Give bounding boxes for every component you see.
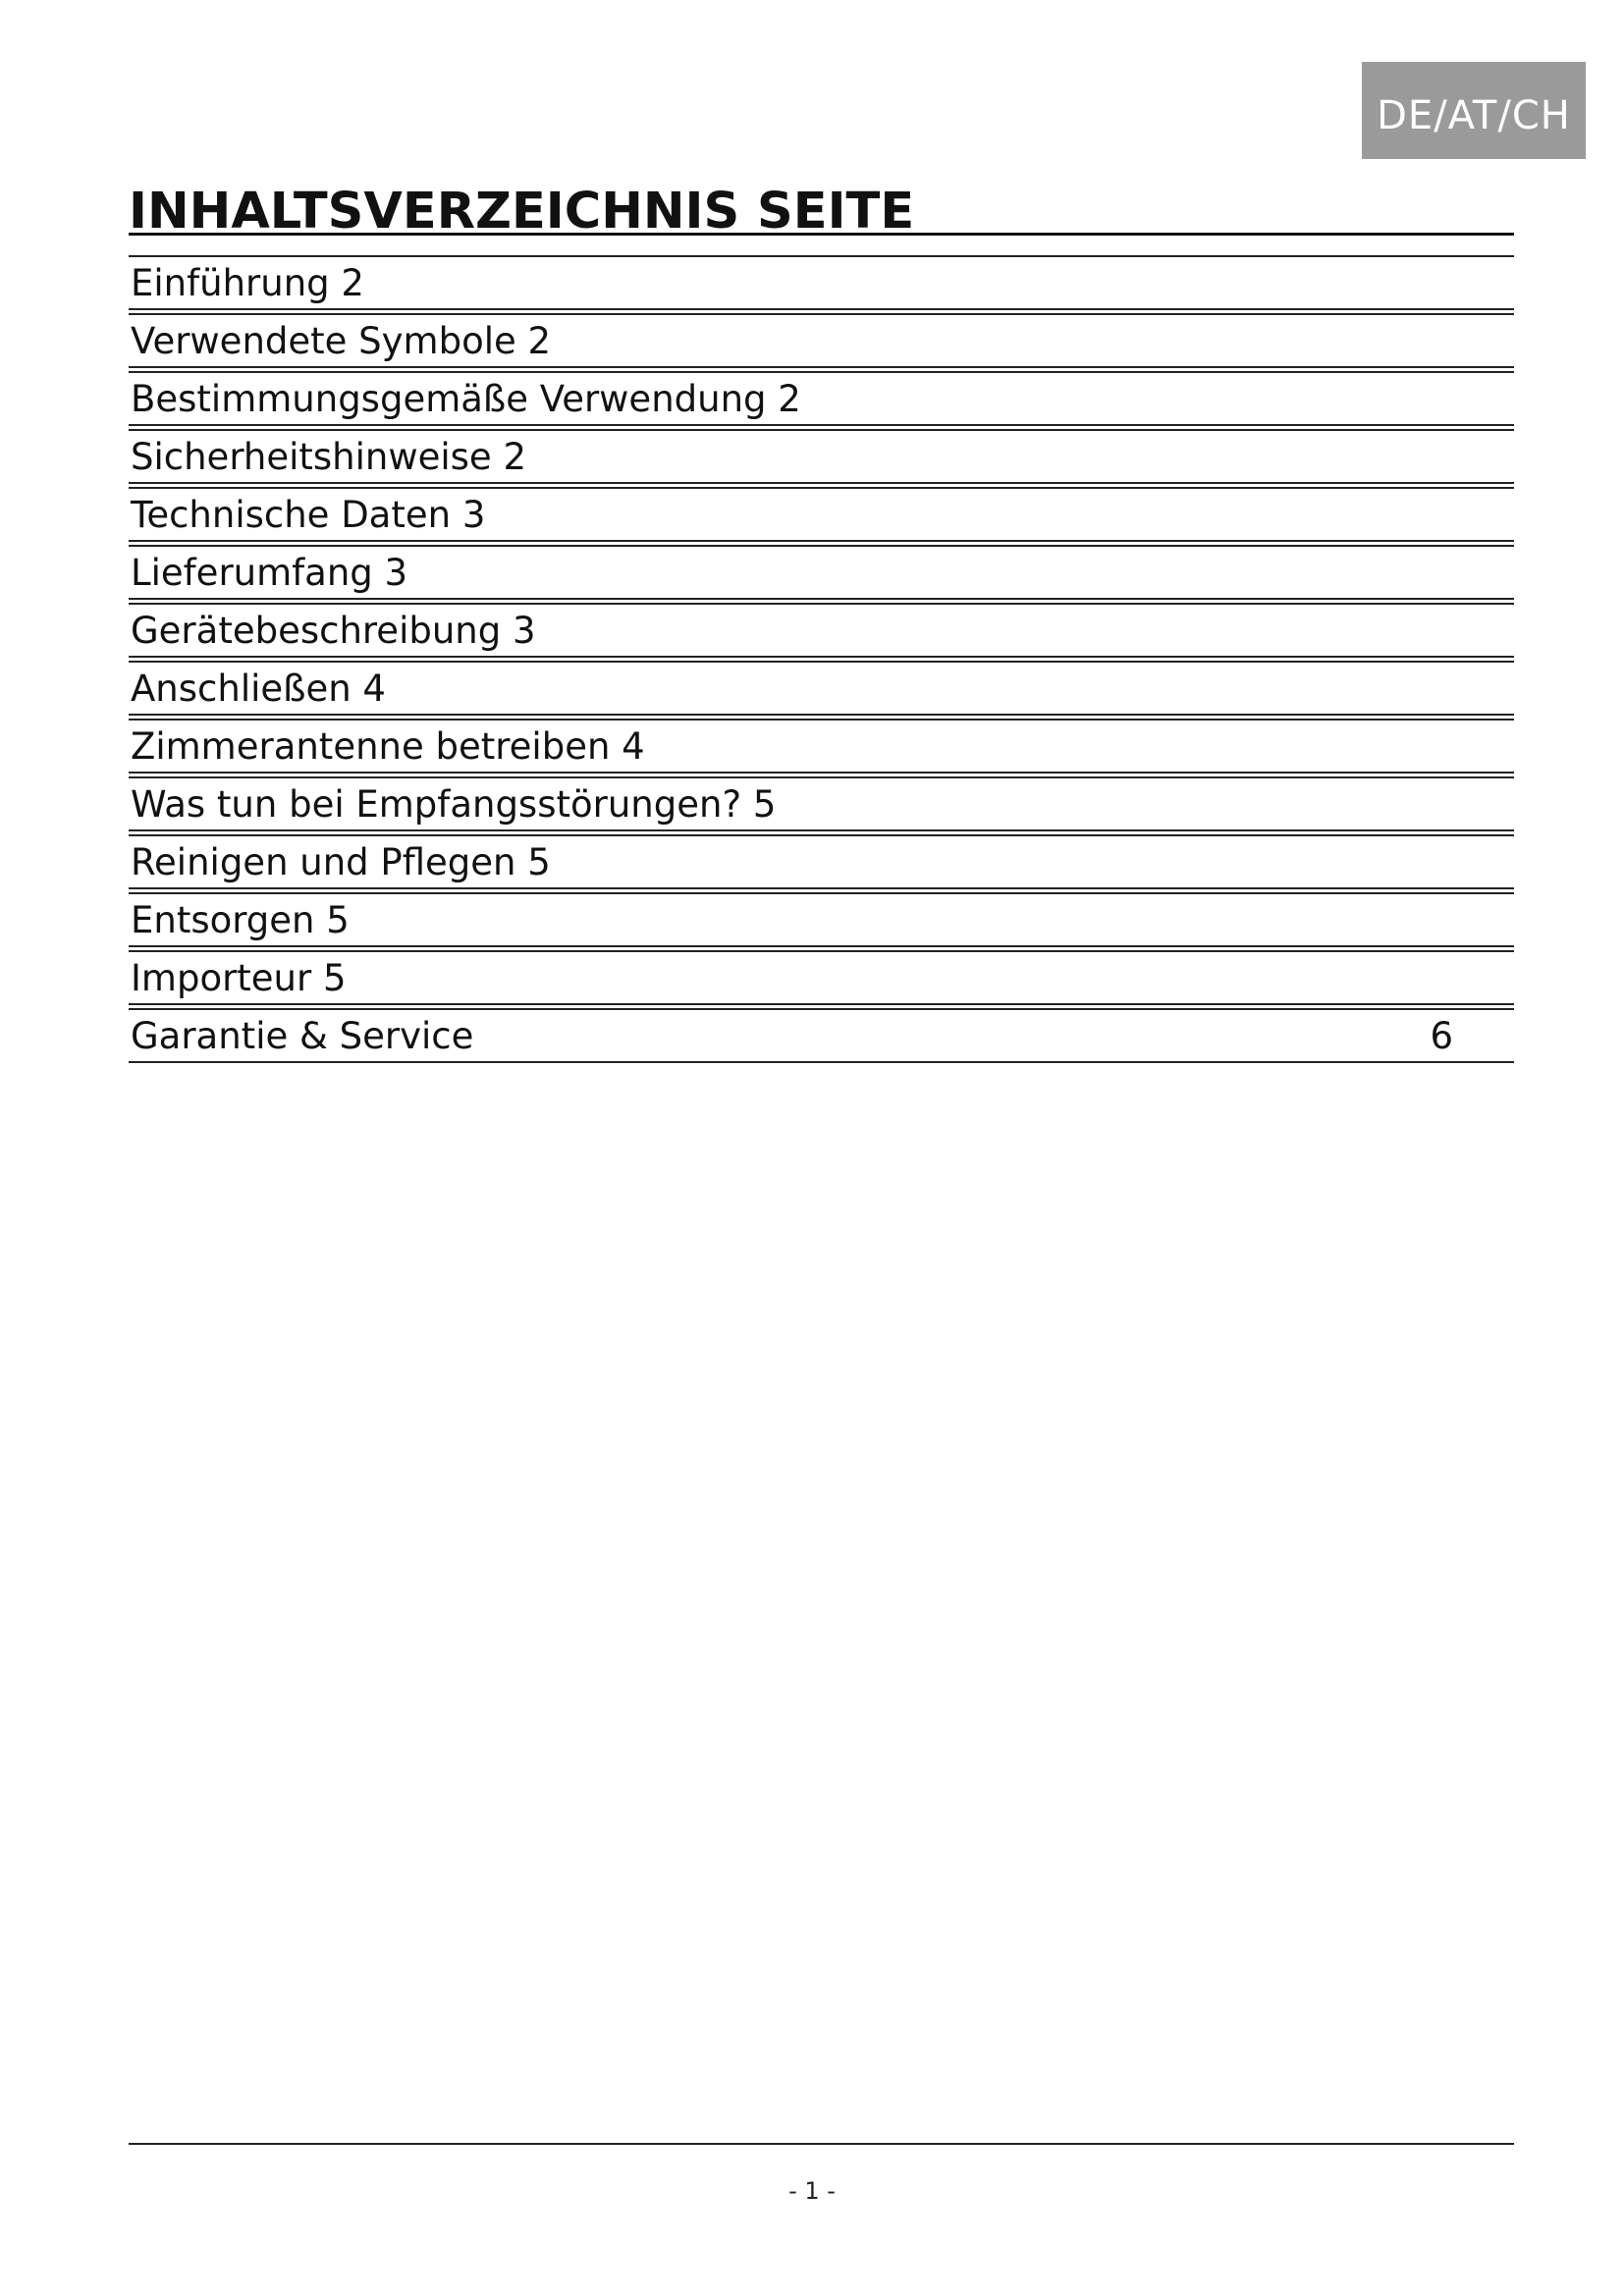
toc-entry-text: Lieferumfang 3	[131, 551, 408, 594]
toc-entry-text: Einführung 2	[131, 261, 364, 304]
toc-entry-text: Importeur 5	[131, 956, 347, 999]
page-number: - 1 -	[788, 2177, 836, 2205]
toc-title: INHALTSVERZEICHNIS SEITE	[129, 177, 1514, 236]
toc-entry-importeur[interactable]	[129, 950, 1514, 1005]
toc-entry-text: Sicherheitshinweise 2	[131, 435, 526, 478]
toc-entry-text: Technische Daten 3	[131, 493, 486, 536]
toc-entry-text: Verwendete Symbole 2	[131, 319, 552, 362]
toc-entry-text: Anschließen 4	[131, 667, 386, 710]
toc-entry-text: Garantie & Service	[131, 1014, 474, 1057]
toc-entry-anschliessen[interactable]	[129, 661, 1514, 716]
table-of-contents	[129, 177, 1514, 1063]
toc-entry-entsorgen[interactable]	[129, 892, 1514, 947]
toc-entry-bestimmungsgemaesse-verwendung[interactable]	[129, 371, 1514, 426]
toc-entry-sicherheitshinweise[interactable]	[129, 429, 1514, 484]
toc-entry-text: Entsorgen 5	[131, 898, 350, 941]
toc-list	[129, 255, 1514, 1063]
toc-entry-text: Gerätebeschreibung 3	[131, 609, 536, 652]
footer-divider	[129, 2143, 1514, 2145]
toc-entry-page-number: 6	[1430, 1014, 1453, 1057]
toc-entry-garantie-service[interactable]	[129, 1008, 1514, 1063]
toc-entry-text: Reinigen und Pflegen 5	[131, 840, 551, 883]
language-badge: DE/AT/CH	[1362, 62, 1586, 159]
toc-entry-empfangsstoerungen[interactable]	[129, 776, 1514, 831]
toc-entry-lieferumfang[interactable]	[129, 545, 1514, 600]
toc-entry-technische-daten[interactable]	[129, 487, 1514, 542]
toc-entry-text: Bestimmungsgemäße Verwendung 2	[131, 377, 801, 420]
toc-entry-zimmerantenne-betreiben[interactable]	[129, 719, 1514, 774]
toc-entry-reinigen-und-pflegen[interactable]	[129, 834, 1514, 889]
toc-entry-text: Was tun bei Empfangsstörungen? 5	[131, 782, 777, 826]
toc-entry-verwendete-symbole[interactable]	[129, 313, 1514, 368]
toc-entry-geraetebeschreibung[interactable]	[129, 603, 1514, 658]
toc-entry-einfuehrung[interactable]	[129, 255, 1514, 310]
toc-entry-text: Zimmerantenne betreiben 4	[131, 724, 645, 768]
